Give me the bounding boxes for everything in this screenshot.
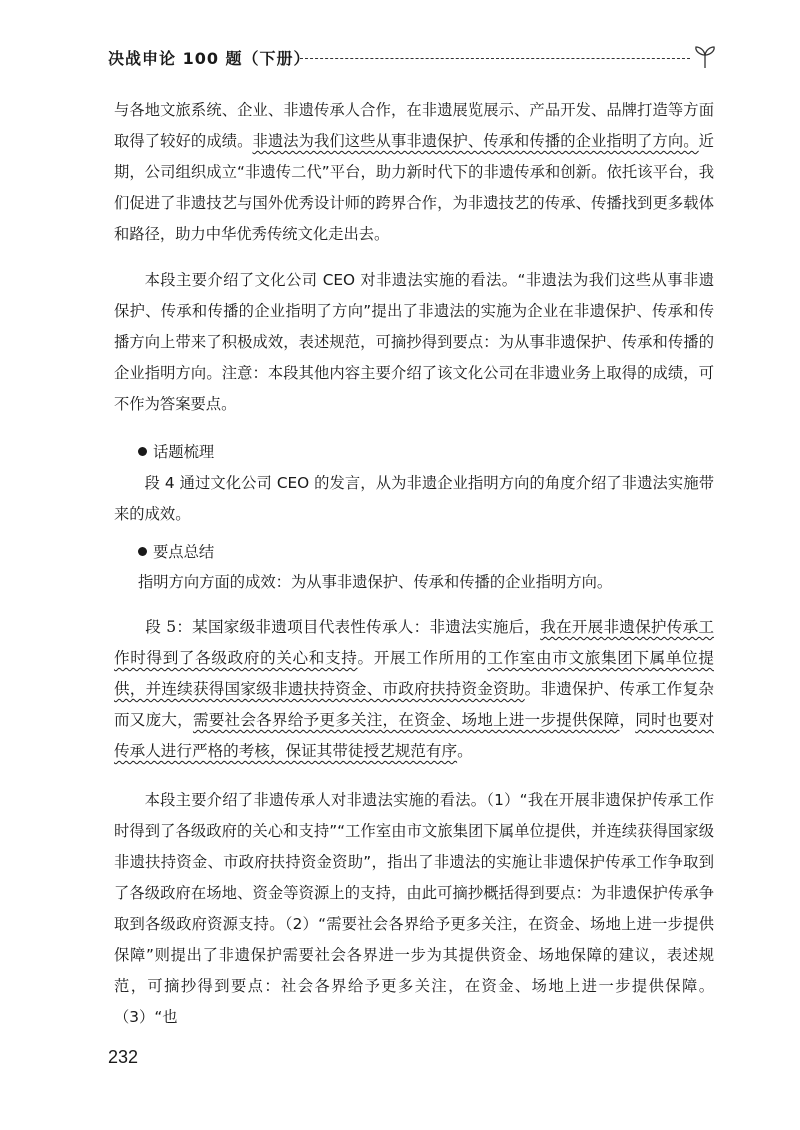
running-header — [108, 42, 720, 72]
analysis-paragraph-1: 本段主要介绍了文化公司 CEO 对非遗法实施的看法。“非遗法为我们这些从事非遗保护、传承和传播的企业指明了方向”提出了非遗法的实施为企业在非遗保护、传承和传播方向上带来了积极成效，表述规范，可摘抄得到要点：为从事非遗保护、传承和传播的企业指明方向。注意：本段其他内容主要介绍了该文化公司在非遗业务上取得的成绩，可不作为答案要点。 — [114, 271, 714, 413]
bullet-dot-icon — [138, 547, 147, 556]
page-number: 232 — [108, 1047, 139, 1067]
book-title: 决战申论 100 题（下册） — [108, 49, 311, 68]
underlined-quote: 我在开展非遗保护传承工作时得到了各级政府的关心和支持 — [114, 618, 714, 667]
paragraph-5: 段 5：某国家级非遗项目代表性传承人：非遗法实施后，我在开展非遗保护传承工作时得到了各级政府的关心和支持。开展工作所用的工作室由市文旅集团下属单位提供，并连续获得国家级非遗扶持资金、市政府扶持资金资助。非遗保护、传承工作复杂而又庞大，需要社会各界给予更多关注，在资金、场地上进一步提供保障，同时也要对传承人进行严格的考核，保证其带徒授艺规范有序。 — [114, 618, 714, 760]
bullet-summary: 要点总结 — [138, 540, 214, 564]
underlined-quote: 需要社会各界给予更多关注，在资金、场地上进一步提供保障 — [192, 711, 620, 729]
underlined-quote: 工作室由市文旅集团下属单位提供，并连续获得国家级非遗扶持资金、市政府扶持资金资助 — [114, 649, 714, 698]
underlined-quote: 非遗法为我们这些从事非遗保护、传承和传播的企业指明了方向。 — [252, 132, 699, 150]
topic-paragraph: 段 4 通过文化公司 CEO 的发言，从为非遗企业指明方向的角度介绍了非遗法实施带来的成效。 — [114, 474, 714, 523]
paragraph-1: 与各地文旅系统、企业、非遗传承人合作，在非遗展览展示、产品开发、品牌打造等方面取得了较好的成绩。非遗法为我们这些从事非遗保护、传承和传播的企业指明了方向。近期，公司组织成立“非遗传二代”平台，助力新时代下的非遗传承和创新。依托该平台，我们促进了非遗技艺与国外优秀设计师的跨界合作，为非遗技艺的传承、传播找到更多载体和路径，助力中华优秀传统文化走出去。 — [114, 101, 714, 243]
header-rule — [300, 58, 690, 59]
bullet-topic: 话题梳理 — [138, 440, 214, 464]
bullet-dot-icon — [138, 447, 147, 456]
sprout-icon — [690, 42, 720, 72]
analysis-paragraph-2: 本段主要介绍了非遗传承人对非遗法实施的看法。（1）“我在开展非遗保护传承工作时得到了各级政府的关心和支持”“工作室由市文旅集团下属单位提供，并连续获得国家级非遗扶持资金、市政府扶持资金资助”，指出了非遗法的实施让非遗保护传承工作争取到了各级政府在场地、资金等资源上的支持，由此可摘抄概括得到要点：为非遗保护传承争取到各级政府资源支持。（2）“需要社会各界给予更多关注，在资金、场地上进一步提供保障”则提出了非遗保护需要社会各界进一步为其提供资金、场地保障的建议，表述规范，可摘抄得到要点：社会各界给予更多关注，在资金、场地上进一步提供保障。（3）“也 — [114, 791, 714, 1026]
underlined-quote: 同时也要对传承人进行严格的考核，保证其带徒授艺规范有序 — [114, 711, 714, 760]
summary-line: 指明方向方面的成效：为从事非遗保护、传承和传播的企业指明方向。 — [138, 573, 613, 591]
